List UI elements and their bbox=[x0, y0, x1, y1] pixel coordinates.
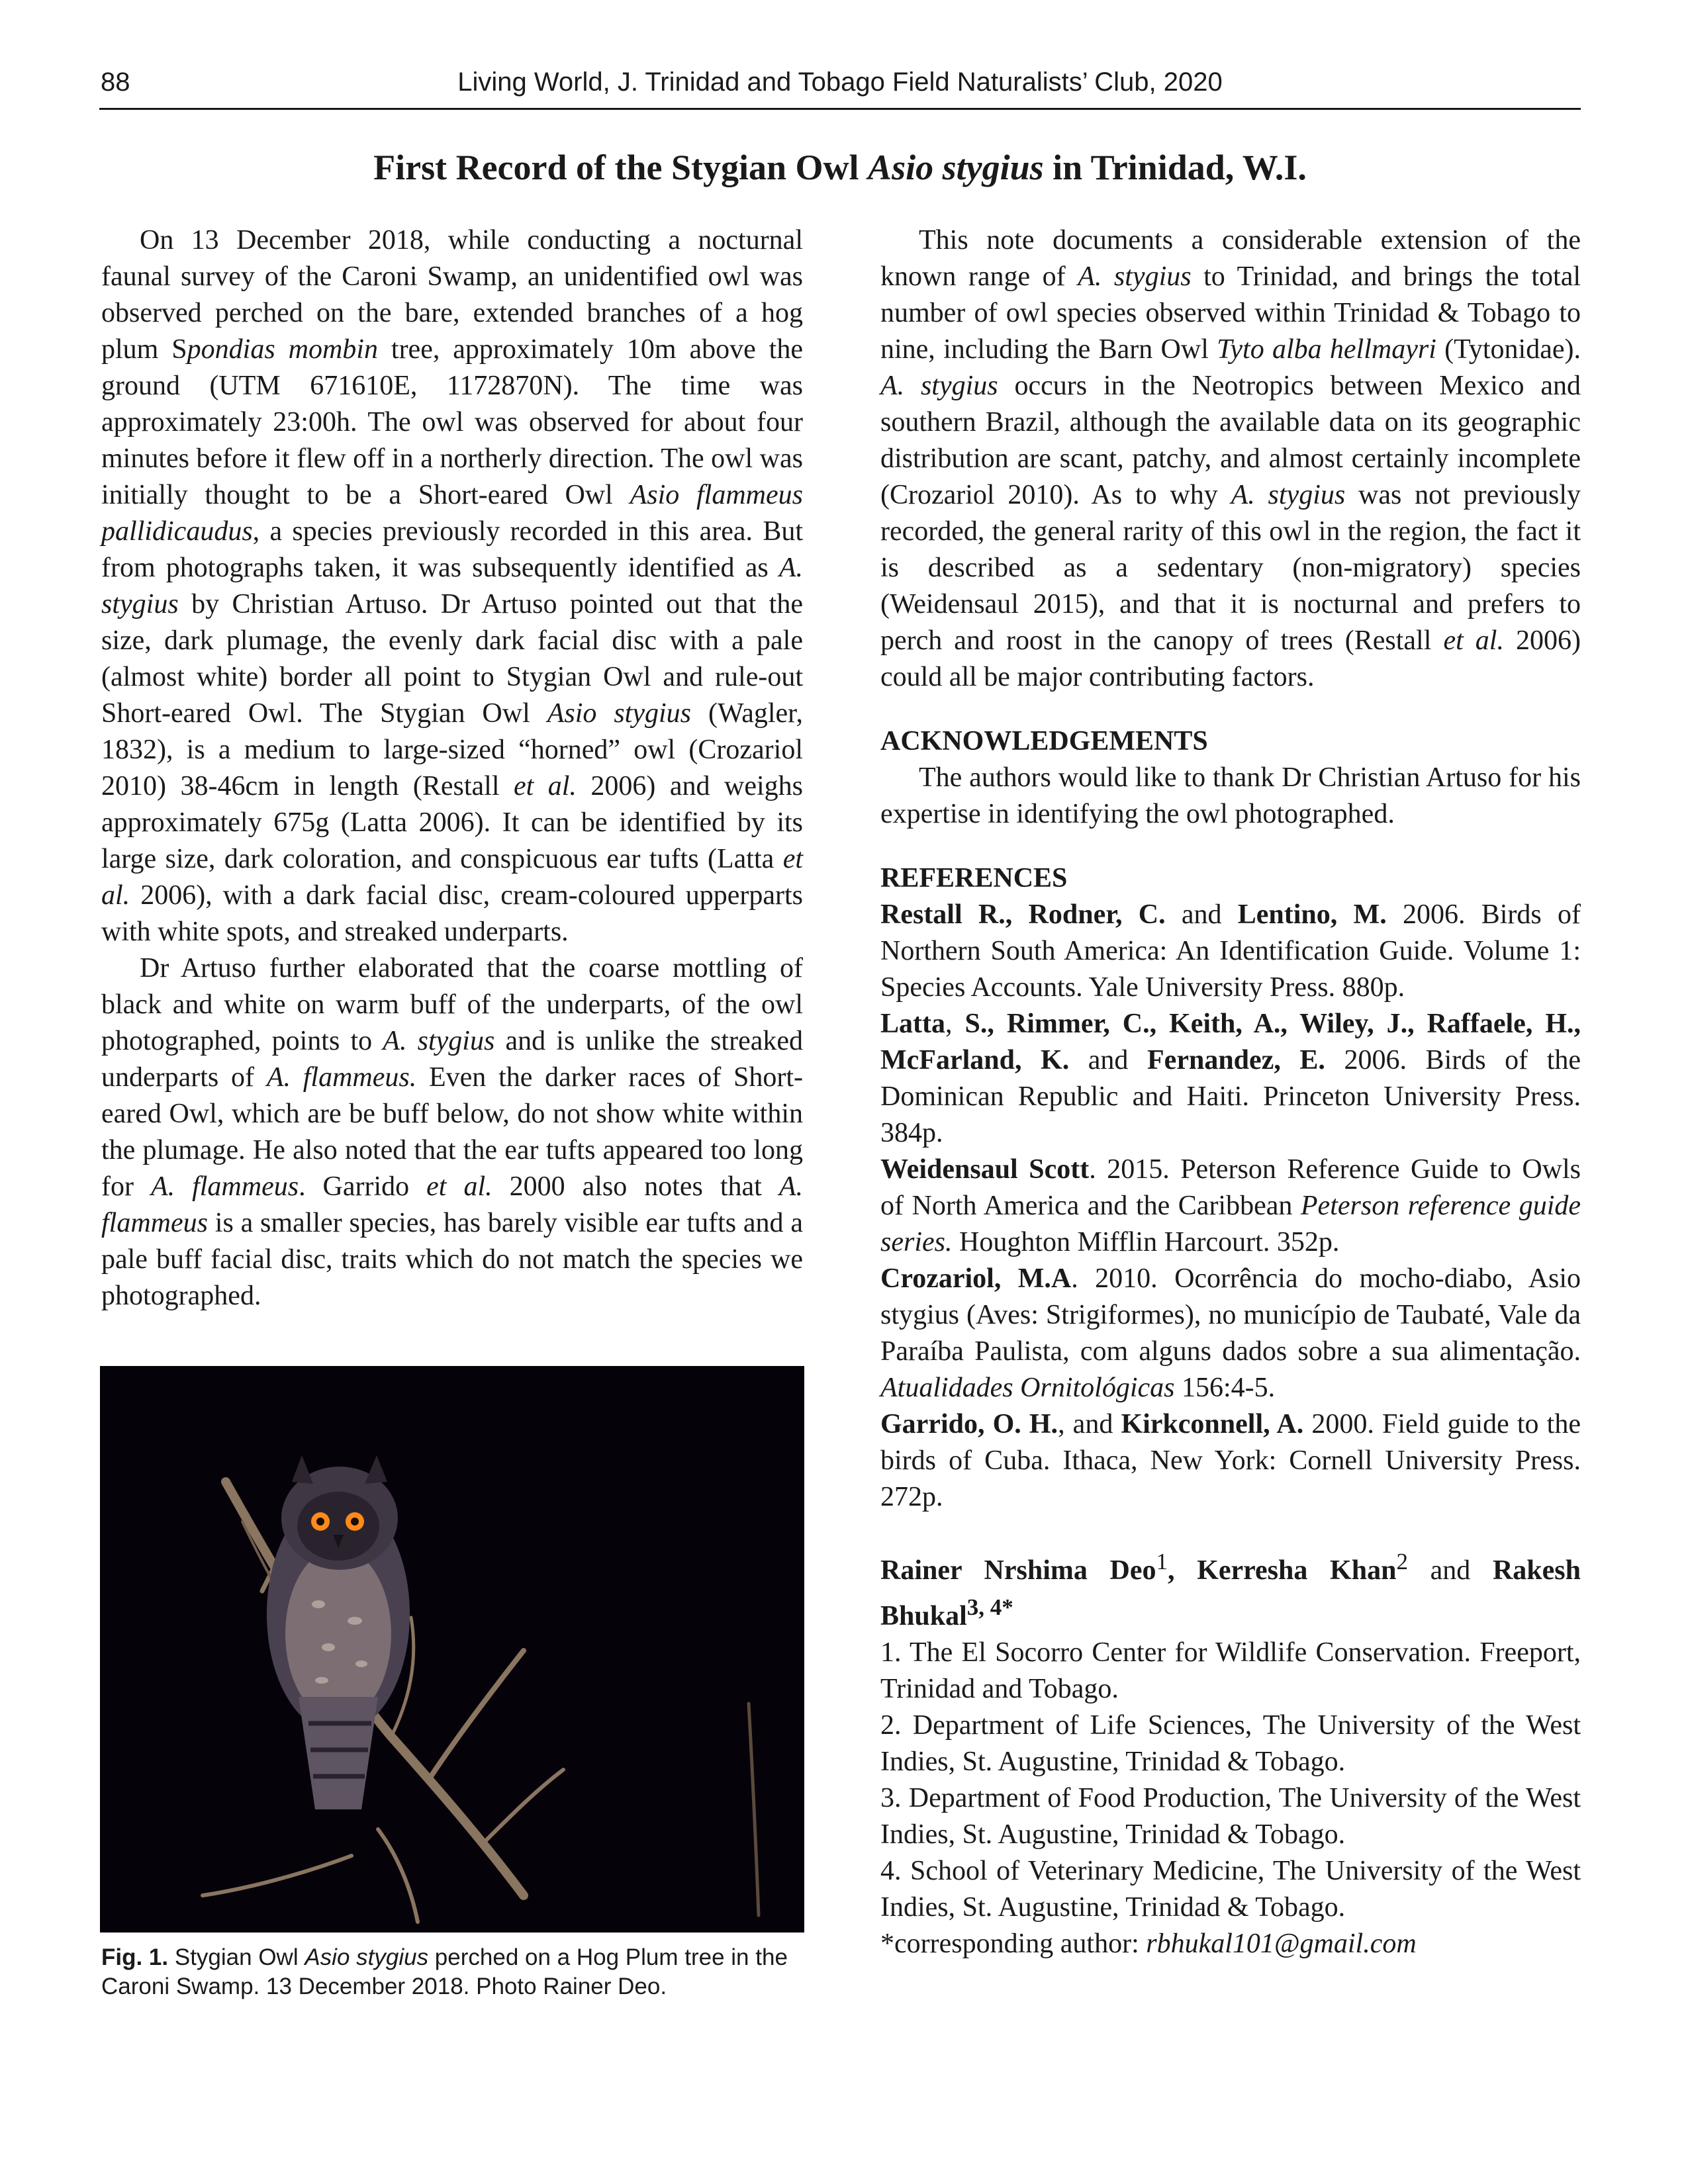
acknowledgements-heading: ACKNOWLEDGEMENTS bbox=[880, 726, 1208, 756]
article-title: First Record of the Stygian Owl Asio stygius in Trinidad, W.I. bbox=[373, 148, 1307, 187]
references-heading: REFERENCES bbox=[880, 863, 1068, 893]
paragraph-1: On 13 December 2018, while conducting a nocturnal faunal survey of the Caroni Swamp, an unidentified owl was observed perched on the bare, extended branches of a hog plum Spondias mombin tree, approximately 10m above the ground (UTM 671610E, 1172870N). The time was approximately 23:00h. The owl was observed for about four minutes before it flew off in a northerly direction. The owl was initially thought to be a Short-eared Owl Asio flammeus pallidicaudus, a species previously recorded in this area. But from photographs taken, it was subsequently identified as A. stygius by Christian Artuso. Dr Artuso pointed out that the size, dark plumage, the evenly dark facial disc with a pale (almost white) border all point to Stygian Owl and rule-out Short-eared Owl. The Stygian Owl Asio stygius (Wagler, 1832), is a medium to large-sized “horned” owl (Crozariol 2010) 38-46cm in length (Restall et al. 2006) and weighs approximately 675g (Latta 2006). It can be identified by its large size, dark coloration, and conspicuous ear tufts (Latta et al. 2006), with a dark facial disc, cream-coloured upperparts with white spots, and streaked underparts. bbox=[101, 225, 804, 947]
reference-item: Restall R., Rodner, C. and Lentino, M. 2006. Birds of Northern South America: An Identification Guide. Volume 1: Species Accounts. Yale University Press. 880p. bbox=[880, 899, 1581, 1003]
email-link[interactable]: rbhukal101@gmail.com bbox=[1146, 1929, 1417, 1959]
affiliation: 4. School of Veterinary Medicine, The University of the West Indies, St. Augustine, Trinidad & Tobago. bbox=[880, 1856, 1581, 1923]
right-column bbox=[880, 222, 1581, 1962]
author-list: Rainer Nrshima Deo$^1$, Kerresha Khan$^2$ and Rakesh Bhukal$^{3, 4*}$ bbox=[880, 1549, 1581, 1631]
corresponding-author: *corresponding author: rbhukal101@gmail.com bbox=[880, 1929, 1417, 1959]
reference-item: Garrido, O. H., and Kirkconnell, A. 2000. Field guide to the birds of Cuba. Ithaca, New York: Cornell University Press. 272p. bbox=[880, 1409, 1581, 1512]
reference-item: Weidensaul Scott. 2015. Peterson Reference Guide to Owls of North America and the Caribbean Peterson reference guide series. Houghton Mifflin Harcourt. 352p. bbox=[880, 1154, 1581, 1257]
affiliation: 1. The El Socorro Center for Wildlife Conservation. Freeport, Trinidad and Tobago. bbox=[880, 1637, 1581, 1704]
acknowledgements-text: The authors would like to thank Dr Christian Artuso for his expertise in identifying the owl photographed. bbox=[880, 762, 1581, 829]
running-header bbox=[99, 64, 1581, 110]
owl-photo-illustration bbox=[100, 1366, 804, 1933]
figure-caption: Fig. 1. Stygian Owl Asio stygius perched on a Hog Plum tree in the Caroni Swamp. 13 December 2018. Photo Rainer Deo. bbox=[101, 1944, 788, 1999]
affiliation: 2. Department of Life Sciences, The University of the West Indies, St. Augustine, Trinidad & Tobago. bbox=[880, 1710, 1581, 1777]
journal-title: Living World, J. Trinidad and Tobago Field Naturalists’ Club, 2020 bbox=[457, 68, 1223, 97]
page-number: 88 bbox=[101, 68, 130, 97]
reference-item: Latta, S., Rimmer, C., Keith, A., Wiley, J., Raffaele, H., McFarland, K. and Fernandez, E. 2006. Birds of the Dominican Republic and Haiti. Princeton University Press. 384p. bbox=[880, 1009, 1581, 1148]
left-column bbox=[101, 222, 803, 1314]
affiliation: 3. Department of Food Production, The University of the West Indies, St. Augustine, Trinidad & Tobago. bbox=[880, 1783, 1581, 1850]
reference-item: Crozariol, M.A. 2010. Ocorrência do mocho-diabo, Asio stygius (Aves: Strigiformes), no município de Taubaté, Vale da Paraíba Paulista, com alguns dados sobre a sua alimentação. Atualidades Ornitológicas 156:4-5. bbox=[880, 1263, 1581, 1403]
paragraph-2: Dr Artuso further elaborated that the coarse mottling of black and white on warm buff of the underparts, of the owl photographed, points to A. stygius and is unlike the streaked underparts of A. flammeus. Even the darker races of Short-eared Owl, which are be buff below, do not show white within the plumage. He also noted that the ear tufts appeared too long for A. flammeus. Garrido et al. 2000 also notes that A. flammeus is a smaller species, has barely visible ear tufts and a pale buff facial disc, traits which do not match the species we photographed. bbox=[101, 953, 804, 1311]
paragraph-3: This note documents a considerable extension of the known range of A. stygius to Trinidad, and brings the total number of owl species observed within Trinidad & Tobago to nine, including the Barn Owl Tyto alba hellmayri (Tytonidae). A. stygius occurs in the Neotropics between Mexico and southern Brazil, although the available data on its geographic distribution are scant, patchy, and almost certainly incomplete (Crozariol 2010). As to why A. stygius was not previously recorded, the general rarity of this owl in the region, the fact it is described as a sedentary (non-migratory) species (Weidensaul 2015), and that it is nocturnal and prefers to perch and roost in the canopy of trees (Restall et al. 2006) could all be major contributing factors. bbox=[880, 225, 1581, 692]
owl-photo bbox=[100, 1366, 804, 1933]
